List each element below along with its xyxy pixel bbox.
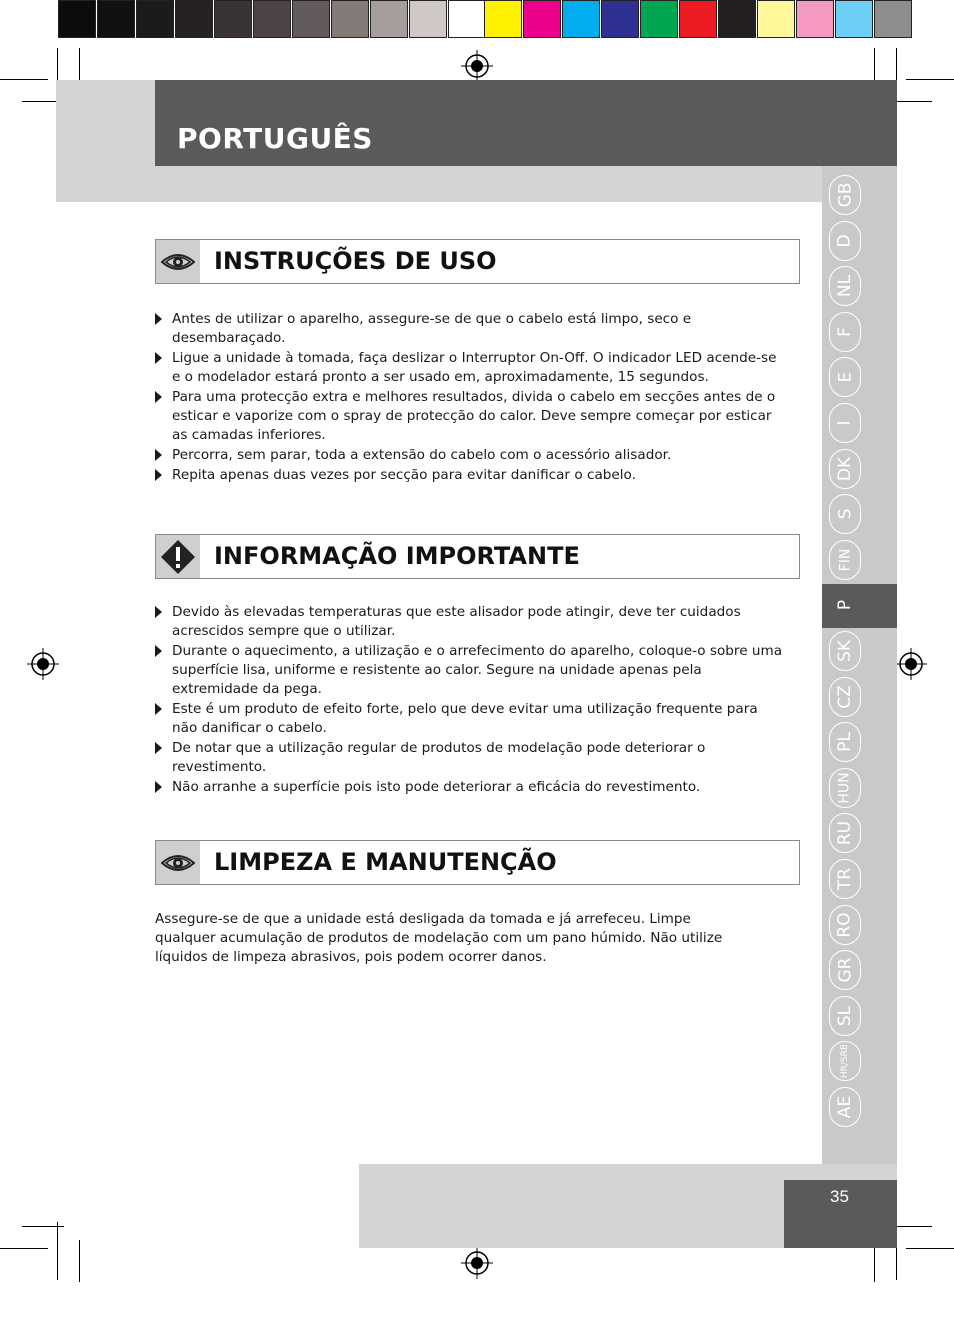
- list-item: Devido às elevadas temperaturas que este alisador pode atingir, deve ter cuidados acrescidos sempre que o utilizar.: [155, 603, 785, 641]
- page-number-box: [784, 1180, 897, 1248]
- language-tab-fin[interactable]: FIN: [829, 540, 861, 580]
- color-swatch: [292, 0, 330, 38]
- color-swatch: [601, 0, 639, 38]
- language-tab-cz[interactable]: CZ: [829, 677, 861, 717]
- color-swatch: [835, 0, 873, 38]
- color-swatch: [796, 0, 834, 38]
- language-tab-sk[interactable]: SK: [829, 631, 861, 671]
- list-item: Antes de utilizar o aparelho, assegure-se de que o cabelo está limpo, seco e desembaraçado.: [155, 310, 785, 348]
- printer-color-bar-left: [58, 0, 487, 38]
- color-swatch: [331, 0, 369, 38]
- color-swatch: [757, 0, 795, 38]
- language-tab-gb[interactable]: GB: [829, 175, 861, 215]
- language-tab-hr-srb[interactable]: HR/SRB: [829, 1041, 861, 1081]
- crop-mark: [57, 1222, 58, 1280]
- crop-mark: [79, 1240, 80, 1282]
- color-swatch: [640, 0, 678, 38]
- crop-mark: [0, 79, 48, 80]
- color-swatch: [718, 0, 756, 38]
- color-swatch: [370, 0, 408, 38]
- color-swatch: [58, 0, 96, 38]
- language-tab-gr[interactable]: GR: [829, 950, 861, 990]
- language-tab-ro[interactable]: RO: [829, 905, 861, 945]
- printer-color-bar-right: [484, 0, 913, 38]
- language-tab-s[interactable]: S: [829, 494, 861, 534]
- language-tab-e[interactable]: E: [829, 357, 861, 397]
- color-swatch: [175, 0, 213, 38]
- important-info-list: [155, 603, 785, 798]
- instructions-list: [155, 310, 785, 486]
- language-tab-i[interactable]: I: [829, 403, 861, 443]
- color-swatch: [253, 0, 291, 38]
- section-header-instructions: [155, 239, 800, 284]
- section-title: LIMPEZA E MANUTENÇÃO: [214, 848, 557, 876]
- section-title: INFORMAÇÃO IMPORTANTE: [214, 542, 580, 570]
- color-swatch: [874, 0, 912, 38]
- language-tab-ae[interactable]: AE: [829, 1087, 861, 1127]
- color-swatch: [562, 0, 600, 38]
- list-item: Percorra, sem parar, toda a extensão do cabelo com o acessório alisador.: [155, 446, 785, 465]
- crop-mark: [0, 1248, 48, 1249]
- crop-mark: [906, 1248, 954, 1249]
- list-item: Ligue a unidade à tomada, faça deslizar o Interruptor On-Off. O indicador LED acende-se e o modelador estará pronto a ser usado em, aproximadamente, 15 segundos.: [155, 349, 785, 387]
- language-tab-sl[interactable]: SL: [829, 996, 861, 1036]
- list-item: Repita apenas duas vezes por secção para evitar danificar o cabelo.: [155, 466, 785, 485]
- language-tab-f[interactable]: F: [829, 312, 861, 352]
- color-swatch: [136, 0, 174, 38]
- title-bar: [155, 80, 897, 166]
- page-number: 35: [830, 1187, 849, 1206]
- color-swatch: [484, 0, 522, 38]
- color-swatch: [523, 0, 561, 38]
- list-item: Para uma protecção extra e melhores resultados, divida o cabelo em secções antes de o esticar e vaporize com o spray de protecção do calor. Deve sempre começar por esticar as camadas inferiores.: [155, 388, 785, 445]
- list-item: Durante o aquecimento, a utilização e o arrefecimento do aparelho, coloque-o sobre uma superfície lisa, uniforme e resistente ao calor. Segure na unidade apenas pela extremidade da pega.: [155, 642, 785, 699]
- page-title: PORTUGUÊS: [177, 122, 373, 155]
- section-title: INSTRUÇÕES DE USO: [214, 247, 497, 275]
- language-tab-p[interactable]: P: [829, 585, 861, 625]
- eye-icon: [156, 240, 200, 283]
- language-tab-d[interactable]: D: [829, 221, 861, 261]
- registration-mark-icon: [895, 648, 927, 680]
- section-header-cleaning: [155, 840, 800, 885]
- color-swatch: [214, 0, 252, 38]
- language-tab-tr[interactable]: TR: [829, 859, 861, 899]
- language-tab-dk[interactable]: DK: [829, 449, 861, 489]
- section-header-important-info: [155, 534, 800, 579]
- list-item: Não arranhe a superfície pois isto pode deteriorar a eficácia do revestimento.: [155, 778, 785, 797]
- color-swatch: [679, 0, 717, 38]
- color-swatch: [409, 0, 447, 38]
- color-swatch: [448, 0, 486, 38]
- language-tab-nl[interactable]: NL: [829, 266, 861, 306]
- crop-mark: [906, 79, 954, 80]
- language-tab-pl[interactable]: PL: [829, 722, 861, 762]
- registration-mark-icon: [461, 1247, 493, 1279]
- list-item: De notar que a utilização regular de produtos de modelação pode deteriorar o revestimento.: [155, 739, 785, 777]
- cleaning-paragraph: Assegure-se de que a unidade está desligada da tomada e já arrefeceu. Limpe qualquer acumulação de produtos de modelação com um pano húmido. Não utilize líquidos de limpeza abrasivos, pois podem ocorrer danos.: [155, 911, 723, 965]
- color-swatch: [97, 0, 135, 38]
- language-tab-ru[interactable]: RU: [829, 813, 861, 853]
- warning-icon: [156, 535, 200, 578]
- registration-mark-icon: [27, 648, 59, 680]
- registration-mark-icon: [461, 50, 493, 82]
- eye-icon: [156, 841, 200, 884]
- list-item: Este é um produto de efeito forte, pelo que deve evitar uma utilização frequente para não danificar o cabelo.: [155, 700, 785, 738]
- language-tab-hun[interactable]: HUN: [829, 768, 861, 808]
